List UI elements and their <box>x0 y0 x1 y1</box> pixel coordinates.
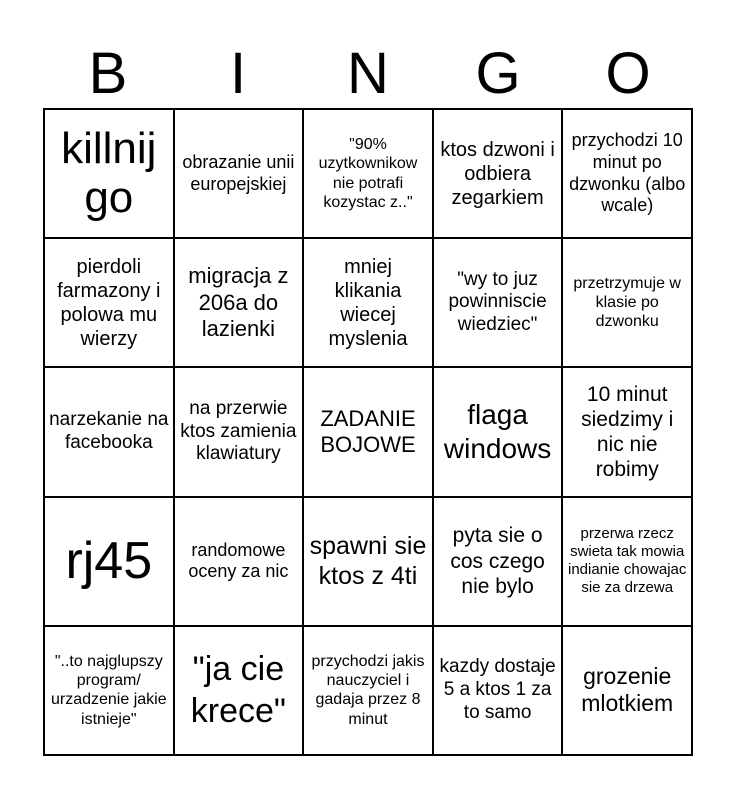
bingo-cell[interactable]: ktos dzwoni i odbiera zegarkiem <box>433 109 563 238</box>
bingo-cell[interactable]: mniej klikania wiecej myslenia <box>303 238 433 367</box>
bingo-cell[interactable]: rj45 <box>44 497 174 626</box>
bingo-cell[interactable]: kazdy dostaje 5 a ktos 1 za to samo <box>433 626 563 755</box>
bingo-cell[interactable]: grozenie mlotkiem <box>562 626 692 755</box>
bingo-cell[interactable]: killnij go <box>44 109 174 238</box>
bingo-cell[interactable]: pyta sie o cos czego nie bylo <box>433 497 563 626</box>
bingo-board <box>43 108 693 756</box>
bingo-cell[interactable]: flaga windows <box>433 367 563 496</box>
bingo-cell[interactable]: przerwa rzecz swieta tak mowia indianie chowajac sie za drzewa <box>562 497 692 626</box>
bingo-cell[interactable]: ZADANIE BOJOWE <box>303 367 433 496</box>
bingo-cell[interactable]: pierdoli farmazony i polowa mu wierzy <box>44 238 174 367</box>
header-letter-i: I <box>229 41 247 106</box>
bingo-cell[interactable]: przychodzi jakis nauczyciel i gadaja przez 8 minut <box>303 626 433 755</box>
bingo-cell[interactable]: przychodzi 10 minut po dzwonku (albo wcale) <box>562 109 692 238</box>
bingo-cell[interactable]: przetrzymuje w klasie po dzwonku <box>562 238 692 367</box>
bingo-cell[interactable]: migracja z 206a do lazienki <box>174 238 304 367</box>
bingo-cell[interactable]: "90% uzytkownikow nie potrafi kozystac z.." <box>303 109 433 238</box>
bingo-cell[interactable]: na przerwie ktos zamienia klawiatury <box>174 367 304 496</box>
bingo-cell[interactable]: 10 minut siedzimy i nic nie robimy <box>562 367 692 496</box>
bingo-cell[interactable]: randomowe oceny za nic <box>174 497 304 626</box>
bingo-cell[interactable]: narzekanie na facebooka <box>44 367 174 496</box>
bingo-cell[interactable]: "..to najglupszy program/ urzadzenie jakie istnieje" <box>44 626 174 755</box>
header-letter-o: O <box>605 41 651 106</box>
bingo-cell[interactable]: spawni sie ktos z 4ti <box>303 497 433 626</box>
header-letter-n: N <box>347 41 389 106</box>
bingo-header <box>43 40 693 108</box>
bingo-cell[interactable]: obrazanie unii europejskiej <box>174 109 304 238</box>
header-letter-g: G <box>475 41 521 106</box>
bingo-cell[interactable]: "wy to juz powinniscie wiedziec" <box>433 238 563 367</box>
bingo-cell[interactable]: "ja cie krece" <box>174 626 304 755</box>
header-letter-b: B <box>88 41 128 106</box>
